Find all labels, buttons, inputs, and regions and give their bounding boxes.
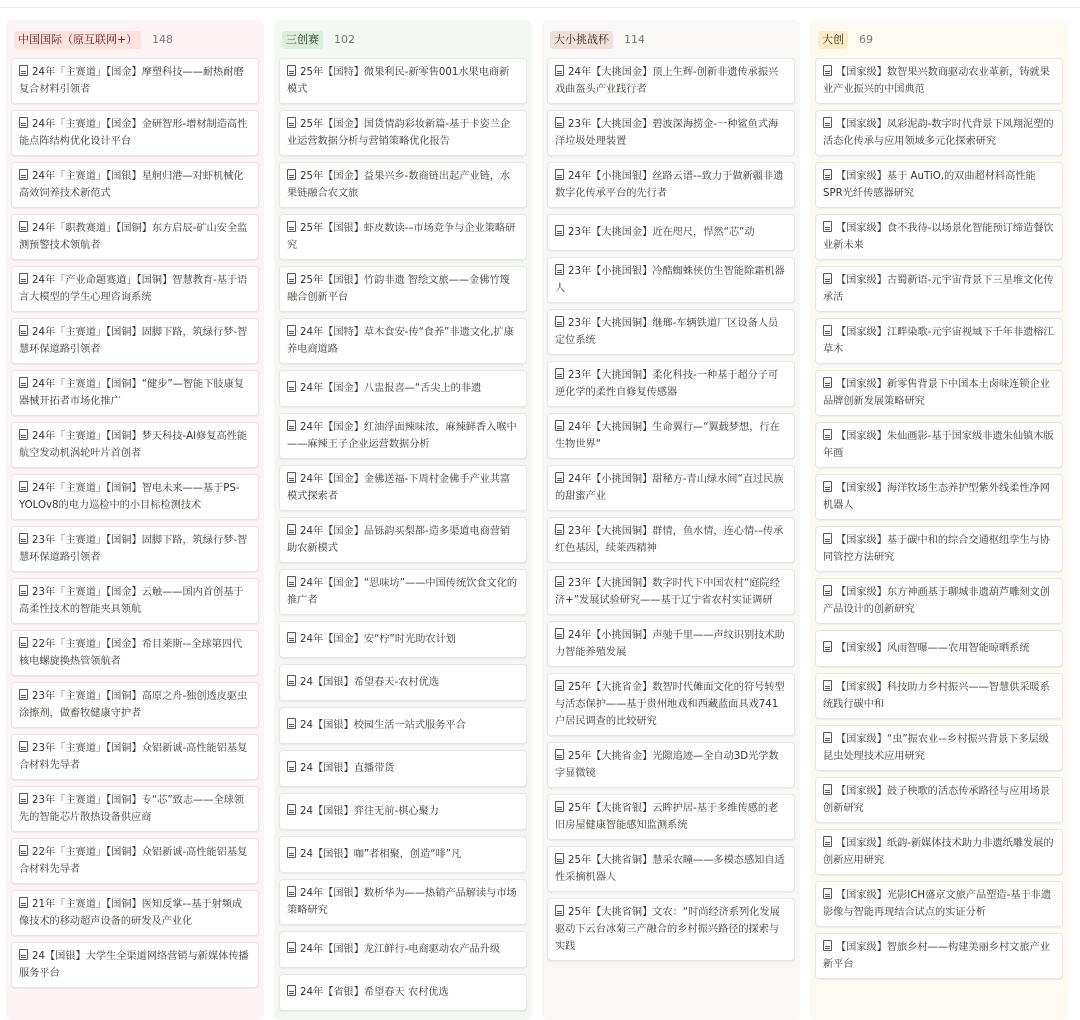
board-card[interactable] — [815, 630, 1063, 667]
document-icon — [19, 221, 28, 232]
board-card[interactable] — [11, 526, 259, 572]
card-title: 23年【大挑国铜】群情，鱼水情，连心情-–传承红色基因，续莱西精神 — [555, 526, 784, 554]
board-card[interactable] — [547, 413, 795, 459]
card-title: 23年「主赛道」【国铜】高原之舟-独创透皮驱虫涂擦剂，做畜牧健康守护者 — [19, 691, 248, 719]
board-card[interactable] — [815, 318, 1063, 364]
document-icon — [823, 169, 832, 180]
card-title: 24年【大挑国铜】生命翼行—“翼载梦想，行在生物世界“ — [555, 422, 780, 450]
document-icon — [823, 533, 832, 544]
document-icon — [19, 65, 28, 76]
document-icon — [287, 886, 296, 897]
board-card[interactable] — [279, 517, 527, 563]
board-card[interactable] — [11, 110, 259, 156]
document-icon — [19, 169, 28, 180]
card-title: 【国家级】江畔染歌-元宇宙视域下千年非遗榕江草木 — [823, 327, 1054, 355]
card-title: 24年【国金】“思味坊”——中国传统饮食文化的推广者 — [287, 578, 518, 606]
board-card[interactable] — [815, 370, 1063, 416]
document-icon — [555, 853, 564, 864]
document-icon — [287, 761, 296, 772]
card-title: 25年【大挑省金】光隙追迹—全自动3D光学数字显微镜 — [555, 751, 779, 779]
card-title: 21年「主赛道」【国铜】医知反掌-–基于射频成像技术的移动超声设备的研发及产业化 — [19, 899, 243, 927]
board-card[interactable] — [815, 214, 1063, 260]
document-icon — [823, 888, 832, 899]
board-card[interactable] — [279, 162, 527, 208]
card-title: 24年【大挑国金】顶上生辉-创新非遗传承振兴戏曲盔头产业践行者 — [555, 67, 779, 95]
board-card[interactable] — [11, 474, 259, 520]
card-title: 24年【国金】安“柠”时光助农计划 — [300, 634, 456, 645]
board-card[interactable] — [279, 974, 527, 1011]
board-card[interactable] — [11, 578, 259, 624]
board-card[interactable] — [11, 786, 259, 832]
document-icon — [287, 169, 296, 180]
document-icon — [823, 680, 832, 691]
document-icon — [823, 221, 832, 232]
board-card[interactable] — [815, 725, 1063, 771]
document-icon — [19, 741, 28, 752]
document-icon — [823, 940, 832, 951]
card-title: 【国家级】基于碳中和的综合交通枢纽孪生与协同管控方法研究 — [823, 535, 1050, 563]
document-icon — [19, 949, 28, 960]
document-icon — [555, 905, 564, 916]
board-card[interactable] — [279, 621, 527, 658]
document-icon — [287, 524, 296, 535]
board-card[interactable] — [547, 257, 795, 303]
document-icon — [19, 429, 28, 440]
card-title: 【国家级】科技助力乡村振兴——智慧供采暖系统践行碳中和 — [823, 682, 1050, 710]
document-icon — [287, 381, 296, 392]
column-header[interactable] — [6, 20, 264, 56]
card-title: 24年「主赛道」【国铜】“健步”—智能下肢康复器械开拓者市场化推广 — [19, 379, 244, 407]
card-title: 23年「主赛道」【国铜】众铝新诚-高性能铝基复合材料先导者 — [19, 743, 248, 771]
document-icon — [555, 472, 564, 483]
board-card[interactable] — [547, 742, 795, 788]
document-icon — [555, 225, 564, 236]
document-icon — [19, 273, 28, 284]
card-title: 【国家级】智旅乡村——构建美丽乡村文旅产业新平台 — [823, 942, 1050, 970]
card-title: 24【国银】咖”者相聚，创造“啡”凡 — [300, 849, 462, 860]
card-title: 25年【国银】虾皮数读-–市场竞争与企业策略研究 — [287, 223, 516, 251]
document-icon — [555, 680, 564, 691]
document-icon — [287, 273, 296, 284]
document-icon — [823, 117, 832, 128]
column-tag: 大创 — [818, 31, 848, 49]
card-title: 【国家级】朱仙画影-基于国家级非遗朱仙镇木版年画 — [823, 431, 1054, 459]
card-title: 【国家级】纸韵-新媒体技术助力非遗纸雕发展的创新应用研究 — [823, 838, 1054, 866]
card-title: 24年「职教赛道」【国铜】东方启辰-矿山安全监测预警技术领航者 — [19, 223, 248, 251]
document-icon — [287, 472, 296, 483]
card-title: 24年「产业命题赛道」【国铜】智慧教育-基于语言大模型的学生心理咨询系统 — [19, 275, 248, 303]
card-title: 24年「主赛道」【国铜】固脚下路，筑绿行梦-智慧环保道路引领者 — [19, 327, 248, 355]
document-icon — [555, 316, 564, 327]
board-card[interactable] — [547, 621, 795, 667]
card-title: 23年【大挑国铜】继瑯-车辆铁道厂区设备人员定位系统 — [555, 318, 779, 346]
board-card[interactable] — [815, 933, 1063, 979]
board-card[interactable] — [279, 664, 527, 701]
card-title: 24年【国金】金佛送福-下周村金佛手产业共富模式探索者 — [287, 474, 511, 502]
board-card[interactable] — [815, 266, 1063, 312]
document-icon — [555, 368, 564, 379]
card-title: 【国家级】东方神画基于聊城非遗葫芦雕刻文创产品设计的创新研究 — [823, 587, 1050, 615]
board-card[interactable] — [11, 266, 259, 312]
card-title: 25年【国金】国货情韵彩妆新篇-基于卡姿兰企业运营数据分析与营销策略优化报告 — [287, 119, 511, 147]
card-title: 23年【大挑国铜】柔化科技-一种基于超分子可逆化学的柔性自修复传感器 — [555, 370, 779, 398]
card-title: 24年【国金】品铄韵买梨都-造多渠道电商营销助农新模式 — [287, 526, 511, 554]
column-tag: 三创赛 — [282, 31, 323, 49]
board-column — [274, 20, 532, 1020]
board-column — [810, 20, 1068, 1020]
card-title: 24【国银】弈往无前-棋心聚力 — [300, 806, 439, 817]
document-icon — [19, 793, 28, 804]
document-icon — [555, 524, 564, 535]
document-icon — [555, 749, 564, 760]
board-card[interactable] — [815, 777, 1063, 823]
column-tag: 大小挑战杯 — [550, 31, 613, 49]
board-card[interactable] — [815, 881, 1063, 927]
card-title: 24【国银】直播带货 — [300, 763, 395, 774]
card-title: 24年「主赛道」【国银】星舸归港—对虾机械化高效饲养技术新范式 — [19, 171, 244, 199]
document-icon — [823, 273, 832, 284]
document-icon — [19, 481, 28, 492]
document-icon — [823, 585, 832, 596]
card-title: 24年「主赛道」【国铜】智电未来——基于PS-YOLOv8的电力巡检中的小目标检测技术 — [19, 483, 240, 511]
card-title: 24【国银】大学生全渠道网络营销与新媒体传播服务平台 — [19, 951, 249, 979]
column-count: 102 — [334, 33, 355, 46]
card-title: 24年【小挑国铜】声驰千里——声纹识别技术助力智能养殖发展 — [555, 630, 785, 658]
board-card[interactable] — [815, 58, 1063, 104]
board-card[interactable] — [11, 214, 259, 260]
card-title: 【国家级】鼓子秧歌的活态传承路径与应用场景创新研究 — [823, 786, 1050, 814]
board-card[interactable] — [279, 931, 527, 968]
document-icon — [287, 847, 296, 858]
document-icon — [823, 429, 832, 440]
document-icon — [19, 377, 28, 388]
document-icon — [287, 117, 296, 128]
card-list — [547, 58, 795, 967]
document-icon — [823, 65, 832, 76]
board-card[interactable] — [547, 465, 795, 511]
board-card[interactable] — [11, 370, 259, 416]
board-card[interactable] — [547, 846, 795, 892]
board-card[interactable] — [11, 58, 259, 104]
card-title: 【国家级】海洋牧场生态养护型紫外线柔性净网机器人 — [823, 483, 1050, 511]
card-title: 25年【国金】益果兴乡-数商链出起产业链，水果链融合农文旅 — [287, 171, 511, 199]
board-card[interactable] — [547, 517, 795, 563]
board-card[interactable] — [547, 569, 795, 615]
board-card[interactable] — [279, 465, 527, 511]
card-title: 23年【小挑国银】冷酷蜘蛛侠仿生智能除霜机器人 — [555, 266, 785, 294]
document-icon — [555, 576, 564, 587]
card-list — [11, 58, 259, 994]
card-title: 23年「主赛道」【国铜】专“芯”致志——全球领先的智能芯片散热设备供应商 — [19, 795, 244, 823]
card-title: 23年「主赛道」【国铜】固脚下路，筑绿行梦-智慧环保道路引领者 — [19, 535, 248, 563]
card-title: 25年【国银】竹韵非遗 智绘文旅——金佛竹篾融合创新平台 — [287, 275, 510, 303]
card-title: 24年「主赛道」【国金】摩塑科技——耐热耐磨复合材料引领者 — [19, 67, 244, 95]
board-card[interactable] — [547, 162, 795, 208]
board-card[interactable] — [279, 413, 527, 459]
board-card[interactable] — [815, 422, 1063, 468]
board-card[interactable] — [11, 630, 259, 676]
board-card[interactable] — [547, 898, 795, 961]
document-icon — [287, 420, 296, 431]
card-title: 24年【小挑国银】丝路云谱-–致力于做新疆非遗数字化传承平台的先行者 — [555, 171, 784, 199]
board-card[interactable] — [547, 110, 795, 156]
card-title: 【国家级】光影ICH盛京文旅产品塑造-基于非遗影像与智能再现结合试点的实证分析 — [823, 890, 1052, 918]
card-title: 24年「主赛道」【国金】金研智形-增材制造高性能点阵结构优化设计平台 — [19, 119, 248, 147]
document-icon — [287, 942, 296, 953]
card-title: 【国家级】风雨智曝——农用智能晾晒系统 — [836, 643, 1030, 654]
board-card[interactable] — [815, 110, 1063, 156]
column-count: 114 — [624, 33, 645, 46]
card-title: 25年【大挑省金】数智时代傩面文化的符号转型与活态保护——基于贵州地戏和西藏蓝面具戏741户居民调查的比较研究 — [555, 682, 785, 727]
board-card[interactable] — [279, 793, 527, 830]
board-card[interactable] — [11, 890, 259, 936]
card-title: 24年【国金】八盅报喜—“舌尖上的非遗 — [300, 383, 482, 394]
document-icon — [823, 732, 832, 743]
board-card[interactable] — [815, 673, 1063, 719]
document-icon — [555, 65, 564, 76]
document-icon — [287, 325, 296, 336]
document-icon — [287, 804, 296, 815]
board-card[interactable] — [11, 422, 259, 468]
card-title: 24年「主赛道」【国铜】梦天科技-AI修复高性能航空发动机涡轮叶片首创者 — [19, 431, 248, 459]
board-card[interactable] — [547, 361, 795, 407]
document-icon — [823, 641, 832, 652]
board-card[interactable] — [11, 942, 259, 988]
board-column — [542, 20, 800, 1020]
card-title: 【国家级】凤彩泥韵-数字时代背景下凤翔泥塑的活态化传承与应用领域多元化探索研究 — [823, 119, 1054, 147]
column-header[interactable] — [810, 20, 1068, 56]
document-icon — [19, 533, 28, 544]
document-icon — [287, 576, 296, 587]
board-card[interactable] — [547, 309, 795, 355]
board-card[interactable] — [815, 578, 1063, 624]
board-card[interactable] — [547, 214, 795, 251]
card-title: 22年「主赛道」【国铜】众铝新诚-高性能铝基复合材料先导者 — [19, 847, 248, 875]
document-icon — [823, 377, 832, 388]
card-title: 【国家级】食不我待-以场景化智能预订缔造餐饮业新未来 — [823, 223, 1054, 251]
board-card[interactable] — [547, 673, 795, 736]
board-card[interactable] — [11, 838, 259, 884]
board-card[interactable] — [547, 58, 795, 104]
card-title: 23年【大挑国铜】数字时代下中国农村“庭院经济+”发展试验研究——基于辽宁省农村实证调研 — [555, 578, 780, 606]
column-count: 69 — [859, 33, 873, 46]
column-header[interactable] — [274, 20, 532, 56]
card-title: 22年「主赛道」【国金】希目莱斯-–全球第四代核电螺旋换热管领航者 — [19, 639, 243, 667]
card-title: 24年【国金】红油浮面辣味浓，麻辣鲜香入喉中——麻辣王子企业运营数据分析 — [287, 422, 517, 450]
board-card[interactable] — [279, 318, 527, 364]
card-list — [279, 58, 527, 1017]
column-header[interactable] — [542, 20, 800, 56]
card-title: 24年【国银】数析华为——热销产品解读与市场策略研究 — [287, 888, 517, 916]
board-card[interactable] — [815, 474, 1063, 520]
document-icon — [555, 628, 564, 639]
document-icon — [19, 637, 28, 648]
card-title: 25年【大挑省铜】慧采农瞳——多模态感知自适性采摘机器人 — [555, 855, 785, 883]
document-icon — [823, 836, 832, 847]
card-title: 【国家级】“虫”振农业-–乡村振兴背景下多层级昆虫处理技术应用研究 — [823, 734, 1049, 762]
card-title: 25年【大挑省铜】文农：“时尚经济系列化发展驱动下云台冰菊三产融合的乡村振兴路径的探索与实践 — [555, 907, 780, 952]
document-icon — [19, 117, 28, 128]
board-card[interactable] — [279, 836, 527, 873]
column-tag: 中国国际（原互联网+） — [14, 31, 141, 49]
board-column — [6, 20, 264, 1020]
card-title: 23年「主赛道」【国金】云触——国内首创基于高柔性技术的智能夹具领航 — [19, 587, 244, 615]
card-title: 【国家级】新零售背景下中国本土卤味连锁企业品牌创新发展策略研究 — [823, 379, 1050, 407]
board-card[interactable] — [11, 734, 259, 780]
document-icon — [287, 632, 296, 643]
document-icon — [823, 325, 832, 336]
card-title: 24【国银】希望春天-农村优选 — [300, 677, 439, 688]
document-icon — [555, 169, 564, 180]
board-card[interactable] — [547, 794, 795, 840]
card-title: 25年【大挑省银】云眸护居-基于多维传感的老旧房屋健康智能感知监测系统 — [555, 803, 779, 831]
board-card[interactable] — [11, 682, 259, 728]
document-icon — [19, 845, 28, 856]
board-card[interactable] — [11, 162, 259, 208]
card-title: 24年【国银】龙江鲜行-电商驱动农产品升级 — [300, 944, 501, 955]
document-icon — [555, 801, 564, 812]
board-card[interactable] — [815, 526, 1063, 572]
document-icon — [823, 481, 832, 492]
board-card[interactable] — [279, 569, 527, 615]
document-icon — [287, 221, 296, 232]
board-card[interactable] — [279, 707, 527, 744]
document-icon — [555, 264, 564, 275]
board-card[interactable] — [279, 750, 527, 787]
board-card[interactable] — [279, 266, 527, 312]
board-card[interactable] — [279, 214, 527, 260]
card-title: 【国家级】古蜀新语-元宇宙背景下三星堆文化传承活 — [823, 275, 1054, 303]
document-icon — [287, 718, 296, 729]
document-icon — [19, 585, 28, 596]
card-title: 24年【小挑国铜】甜秘方-青山绿水间“直过民族的甜蜜产业 — [555, 474, 784, 502]
document-icon — [19, 325, 28, 336]
card-title: 25年【国特】微果利民-新零售001水果电商新模式 — [287, 67, 510, 95]
board-card[interactable] — [279, 879, 527, 925]
card-title: 24年【国特】草木食安-传“食养”非遗文化,扩康养电商道路 — [287, 327, 514, 355]
card-list — [815, 58, 1063, 985]
document-icon — [287, 985, 296, 996]
board-card[interactable] — [279, 370, 527, 407]
document-icon — [287, 65, 296, 76]
document-icon — [19, 689, 28, 700]
board-card[interactable] — [11, 318, 259, 364]
document-icon — [823, 784, 832, 795]
document-icon — [287, 675, 296, 686]
document-icon — [555, 117, 564, 128]
card-title: 24【国银】校园生活一站式服务平合 — [300, 720, 466, 731]
card-title: 24年【省银】希望春天 农村优选 — [300, 987, 449, 998]
board-card[interactable] — [279, 110, 527, 156]
document-icon — [555, 420, 564, 431]
board-card[interactable] — [815, 829, 1063, 875]
board-card[interactable] — [815, 162, 1063, 208]
card-title: 23年【大挑国金】碧波深海捞金-一种鲨鱼式海洋垃圾处理装置 — [555, 119, 779, 147]
card-title: 【国家级】基于 AuTiO,的双曲超材料高性能SPR光纤传感器研究 — [823, 171, 1036, 199]
card-title: 23年【大挑国金】近在咫尺，悍然“芯”动 — [568, 227, 755, 238]
card-title: 【国家级】数智果兴数商驱动农业革新，铸就果业产业振兴的中国典范 — [823, 67, 1050, 95]
board-card[interactable] — [279, 58, 527, 104]
column-count: 148 — [152, 33, 173, 46]
